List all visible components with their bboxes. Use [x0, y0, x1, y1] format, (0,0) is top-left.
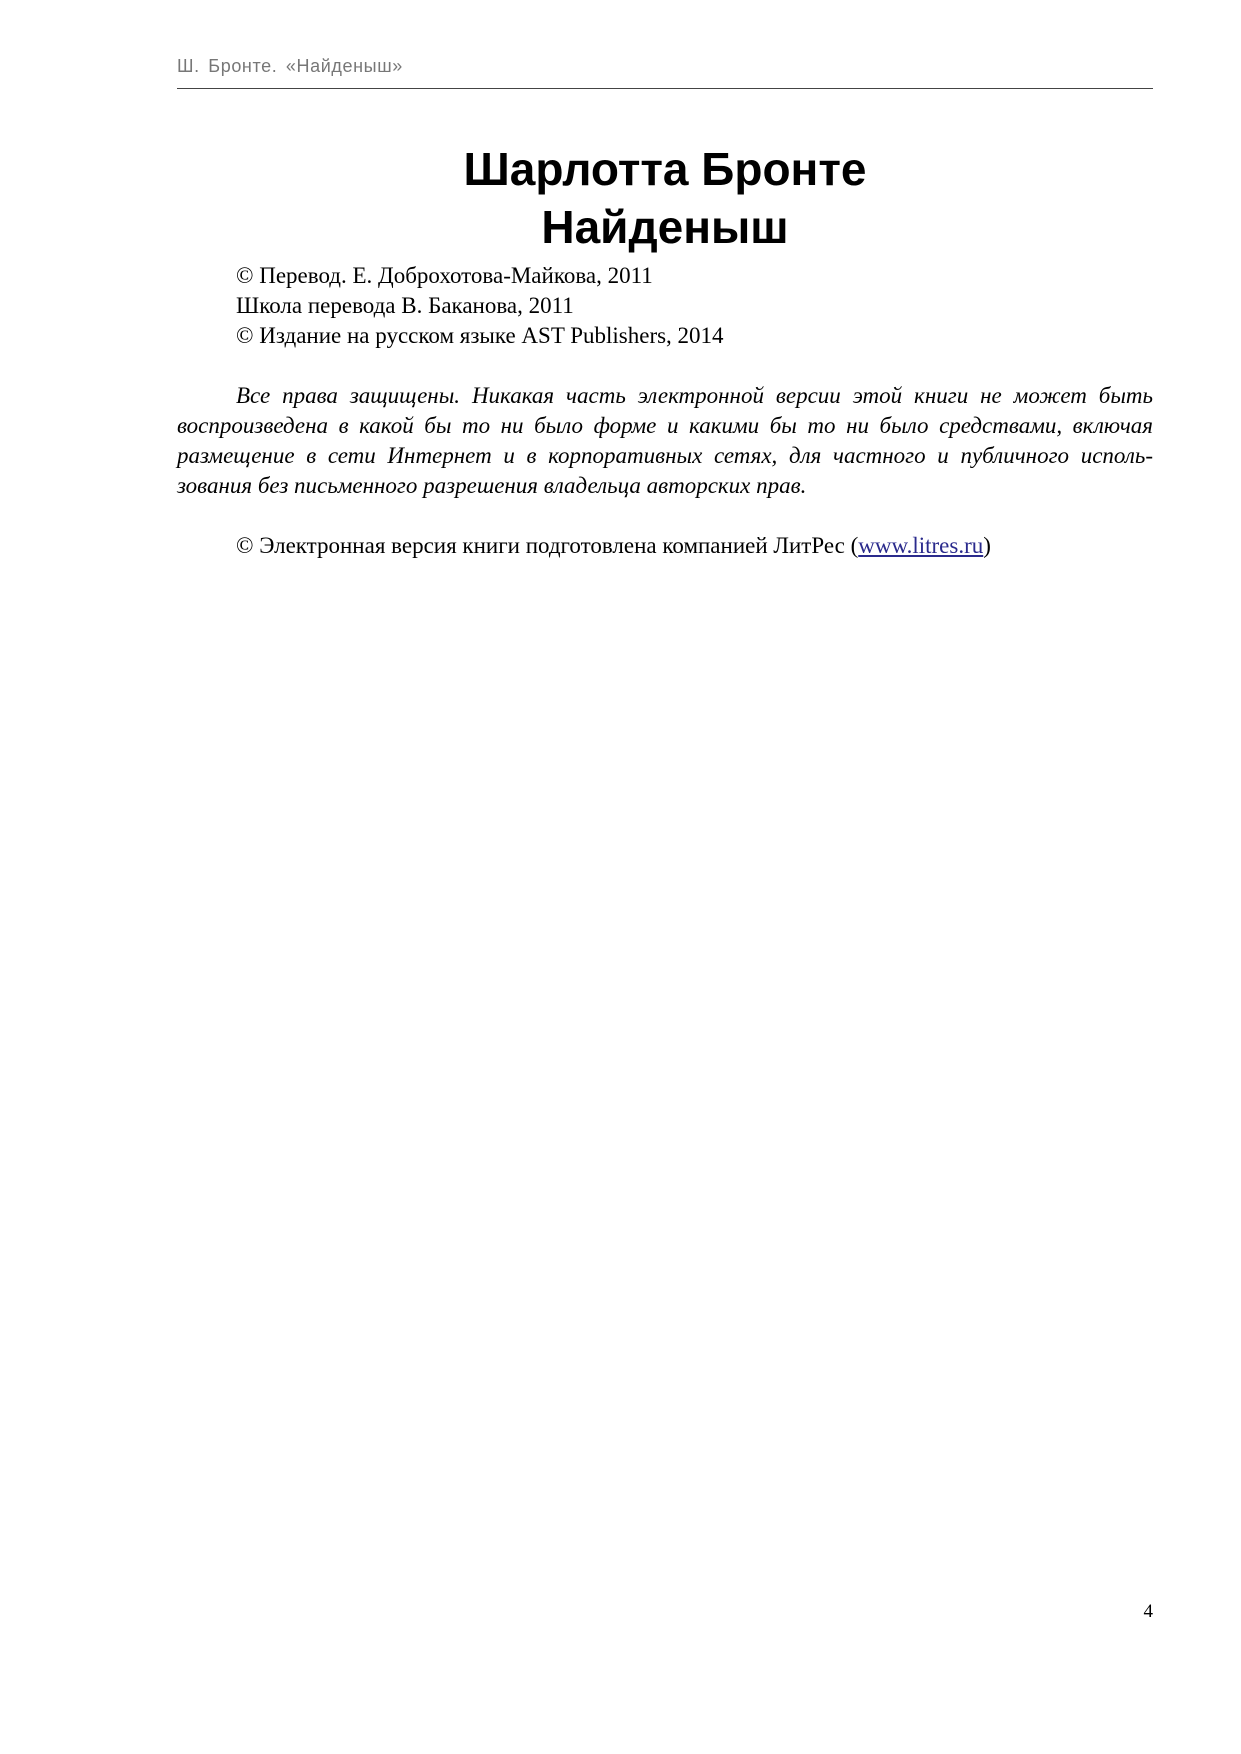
ebook-note: [236, 531, 991, 561]
copyright-school: Школа перевода В. Баканова, 2011: [236, 293, 574, 318]
header-divider: [177, 88, 1153, 89]
title-block: [177, 140, 1153, 256]
author-name: Шарлотта Бронте: [463, 143, 867, 195]
page-number: 4: [1143, 1601, 1153, 1622]
ebook-note-prefix: © Электронная версия книги подготовлена компанией ЛитРес (: [236, 533, 859, 558]
rights-line: воспроизведена в какой бы то ни было форме и какими бы то ни было средствами, включая: [177, 413, 1153, 438]
copyright-translation: © Перевод. Е. Доброхотова-Майкова, 2011: [236, 263, 653, 288]
rights-line: зования без письменного разрешения владельца авторских прав.: [177, 473, 807, 498]
copyright-block: [236, 261, 724, 351]
running-header: Ш. Бронте. «Найденыш»: [177, 56, 403, 76]
book-title: Найденыш: [541, 201, 789, 253]
rights-notice: [177, 381, 1153, 501]
rights-line: Все права защищены. Никакая часть электронной версии этой книги не может быть: [236, 383, 1153, 408]
copyright-edition: © Издание на русском языке AST Publishers, 2014: [236, 323, 724, 348]
rights-line: размещение в сети Интернет и в корпоративных сетях, для частного и публичного исполь-: [177, 443, 1153, 468]
litres-link[interactable]: www.litres.ru: [858, 533, 984, 558]
ebook-note-suffix: ): [983, 533, 991, 558]
